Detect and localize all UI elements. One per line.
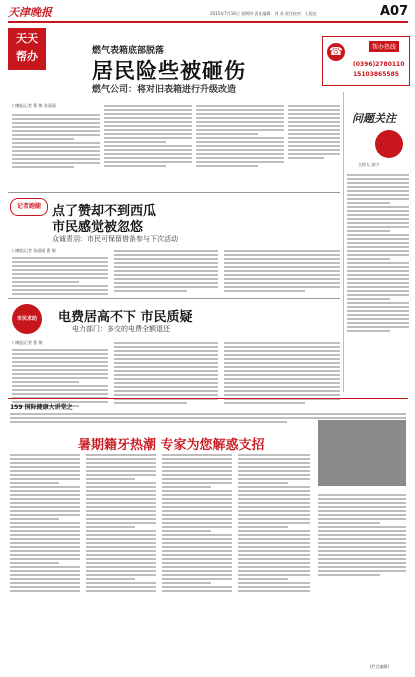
story2-rule xyxy=(8,192,340,193)
story1-byline: 口晚报记者 曹 敏 张丽丽 xyxy=(12,103,56,108)
hotline-phone2: 15103865585 xyxy=(353,71,399,78)
story2-headline2: 市民感觉被忽悠 xyxy=(52,220,144,235)
story4-col3 xyxy=(162,452,232,594)
story4-banner: 159 国际健康大讲堂之 xyxy=(10,404,73,411)
story3-rule xyxy=(8,298,340,299)
story4-col1 xyxy=(10,452,80,594)
story3-byline: 口晚报记者 曹 敏 xyxy=(12,340,43,345)
masthead-date: 2015年7月16日 星期四 责任编辑：刘 炎 责任校对：王振宏 xyxy=(210,11,317,16)
story2-body-left xyxy=(12,255,108,297)
story1-kicker: 燃气表箱底部脱落 xyxy=(92,46,165,56)
story2-headline1: 点了赞却不到西瓜 xyxy=(52,204,157,219)
masthead-brand: 天津晚报 xyxy=(8,6,52,19)
story1-body-left xyxy=(12,112,100,170)
story4-headline: 暑期籍牙热潮 专家为您解惑支招 xyxy=(78,438,265,453)
story2-subhead: 众诚青羽：市民可保留借条参与下次活动 xyxy=(52,235,178,243)
page-number: A07 xyxy=(380,4,409,19)
story3-headline: 电费居高不下 市民质疑 xyxy=(58,310,193,325)
story2-body-mid xyxy=(114,248,218,294)
hotline-box xyxy=(322,36,410,86)
hotline-phone1: (0396)2780110 xyxy=(353,61,405,68)
story2-byline: 口晚报记者 张丽丽 曹 敏 xyxy=(12,248,56,253)
story1-body-right xyxy=(288,103,340,161)
story4-top-rule xyxy=(8,398,408,399)
footer-note: (栏目编辑) xyxy=(370,664,390,669)
story3-body-left xyxy=(12,347,108,409)
story4-col4 xyxy=(238,452,310,594)
story2-tag: 记者跑腿 xyxy=(10,198,48,216)
section-label xyxy=(8,28,46,70)
story1-headline: 居民险些被砸伤 xyxy=(92,59,246,83)
masthead-rule xyxy=(8,21,408,23)
section-line1: 天天 xyxy=(16,32,38,45)
story3-subhead: 电力部门：多交的电费全额退还 xyxy=(72,325,170,333)
qa-title: 问题关注 xyxy=(352,112,396,125)
story4-col2 xyxy=(86,452,156,594)
hotline-title: 帮办热线 xyxy=(369,41,399,52)
qa-icon xyxy=(375,130,403,158)
qa-body xyxy=(347,172,409,334)
story1-body-mid2 xyxy=(196,103,284,169)
story1-subhead: 燃气公司：将对旧表箱进行升级改造 xyxy=(92,85,237,95)
phone-icon: ☎ xyxy=(327,43,345,61)
story4-col5 xyxy=(318,492,406,578)
right-column-divider xyxy=(343,92,344,392)
story3-body-mid xyxy=(114,340,218,406)
section-line2: 帮办 xyxy=(16,50,38,63)
story2-body-right xyxy=(224,248,340,294)
story3-body-right xyxy=(224,340,340,406)
qa-caption: 主持人 洛宁 xyxy=(358,162,380,167)
doctor-photo xyxy=(318,420,406,486)
story1-body-mid xyxy=(104,103,192,169)
story3-tag: 市民求助 xyxy=(12,304,42,334)
